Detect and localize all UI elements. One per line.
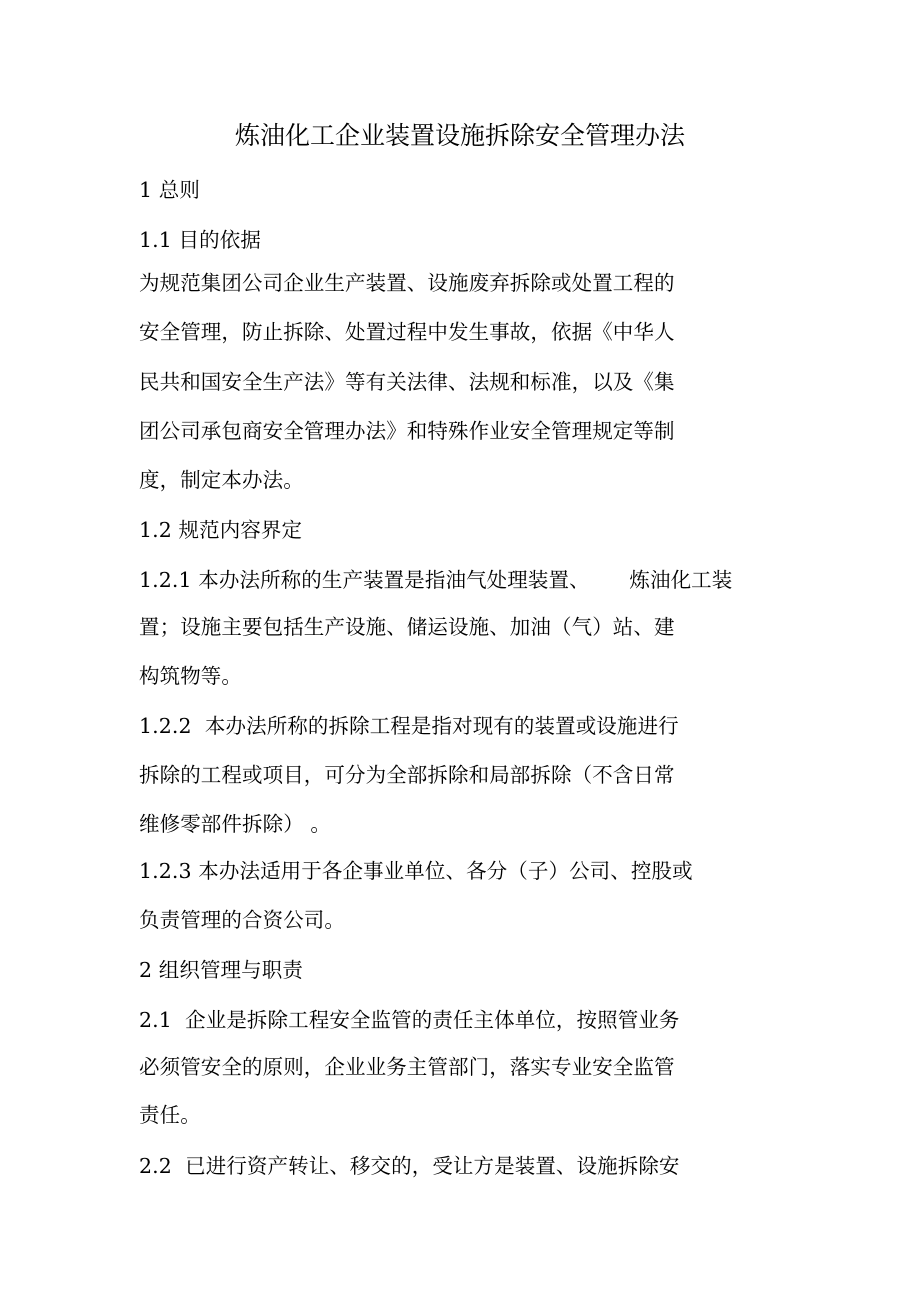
paragraph-line: 度，制定本办法。 (139, 468, 304, 492)
paragraph-line: 2.1 企业是拆除工程安全监管的责任主体单位，按照管业务 (139, 1008, 680, 1032)
heading-2-organization: 2 组织管理与职责 (139, 958, 303, 982)
paragraph-line: 维修零部件拆除） 。 (139, 812, 332, 836)
paragraph-line: 安全管理，防止拆除、处置过程中发生事故，依据《中华人 (139, 320, 675, 344)
paragraph-line: 置；设施主要包括生产设施、储运设施、加油（气）站、建 (139, 615, 675, 639)
paragraph-line: 责任。 (139, 1103, 201, 1127)
paragraph-line: 民共和国安全生产法》等有关法律、法规和标准，以及《集 (139, 370, 675, 394)
heading-1-1-purpose: 1.1 目的依据 (139, 228, 261, 252)
paragraph-line: 构筑物等。 (139, 664, 242, 688)
heading-1-general: 1 总则 (139, 178, 200, 202)
paragraph-line: 1.2.2 本办法所称的拆除工程是指对现有的装置或设施进行 (139, 714, 679, 738)
paragraph-line: 为规范集团公司企业生产装置、设施废弃拆除或处置工程的 (139, 271, 675, 295)
document-title: 炼油化工企业装置设施拆除安全管理办法 (234, 121, 685, 150)
paragraph-line: 负责管理的合资公司。 (139, 908, 345, 932)
paragraph-line: 2.2 已进行资产转让、移交的，受让方是装置、设施拆除安 (139, 1154, 680, 1178)
paragraph-line: 拆除的工程或项目，可分为全部拆除和局部拆除（不含日常 (139, 763, 675, 787)
heading-1-2-scope: 1.2 规范内容界定 (139, 518, 303, 542)
paragraph-line: 必须管安全的原则，企业业务主管部门，落实专业安全监管 (139, 1055, 675, 1079)
paragraph-line: 1.2.3 本办法适用于各企事业单位、各分（子）公司、控股或 (139, 859, 693, 883)
paragraph-line: 团公司承包商安全管理办法》和特殊作业安全管理规定等制 (139, 419, 675, 443)
paragraph-line: 1.2.1 本办法所称的生产装置是指油气处理装置、 炼油化工装 (139, 568, 733, 592)
